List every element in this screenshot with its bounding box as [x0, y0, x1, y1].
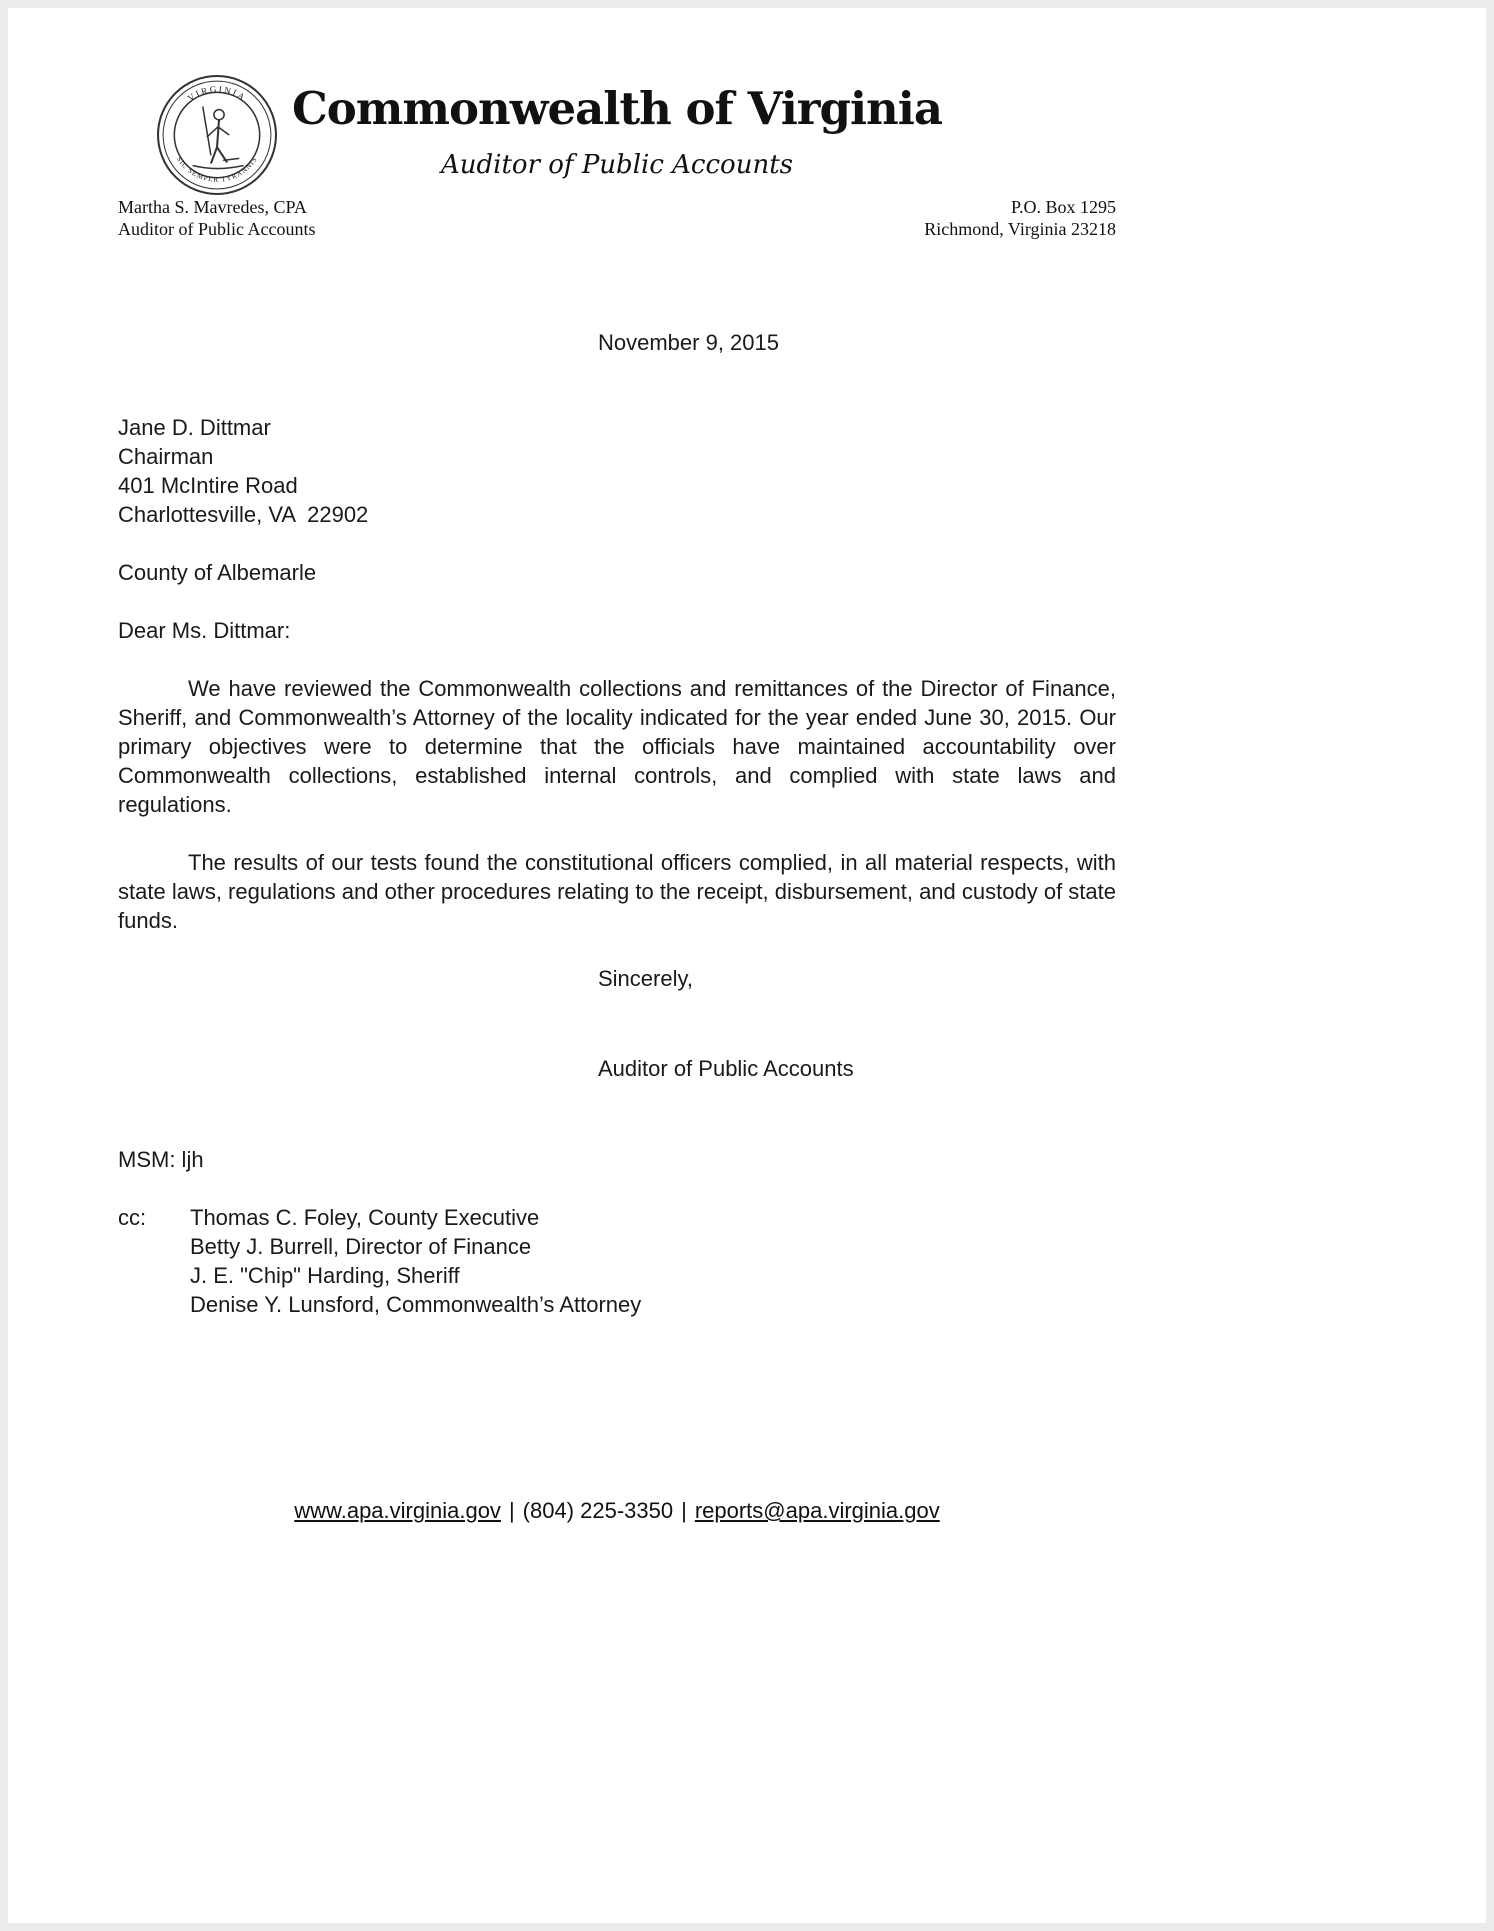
letterhead-contacts: [118, 196, 1116, 240]
cc-item: Denise Y. Lunsford, Commonwealth’s Attorney: [190, 1292, 642, 1317]
letter-page: [8, 8, 1486, 1923]
cc-list: [190, 1203, 641, 1319]
svg-text:VIRGINIA: VIRGINIA: [185, 84, 249, 104]
cc-block: [118, 1203, 1116, 1319]
salutation: Dear Ms. Dittmar:: [118, 618, 291, 643]
cc-item: Thomas C. Foley, County Executive: [190, 1205, 540, 1230]
recipient-address: [118, 413, 1116, 529]
phone-number: (804) 225-3350: [522, 1498, 674, 1523]
footer-separator: |: [508, 1498, 515, 1523]
body-paragraph: We have reviewed the Commonwealth collections and remittances of the Director of Finance, Sheriff, and Commonwealth’s Attorney of the locality indicated for the year ended June 30, 2015. Our primary objectives were to determine that the officials have maintained accountability over Commonwealth collections, established internal controls, and complied with state laws and regulations.: [118, 676, 1116, 817]
recipient-city: Charlottesville, VA 22902: [118, 502, 369, 527]
auditor-name: Martha S. Mavredes, CPA: [118, 197, 307, 217]
recipient-street: 401 McIntire Road: [118, 473, 298, 498]
website-link[interactable]: www.apa.virginia.gov: [294, 1498, 501, 1523]
recipient-title: Chairman: [118, 444, 214, 469]
cc-item: J. E. "Chip" Harding, Sheriff: [190, 1263, 460, 1288]
letterhead: [118, 72, 1116, 240]
letter-date: November 9, 2015: [598, 330, 779, 355]
org-title: Commonwealth of Virginia: [291, 82, 943, 135]
closing: Sincerely,: [598, 966, 693, 991]
cc-item: Betty J. Burrell, Director of Finance: [190, 1234, 532, 1259]
cc-label: cc:: [118, 1205, 147, 1230]
recipient-name: Jane D. Dittmar: [118, 415, 271, 440]
po-box: P.O. Box 1295: [1010, 197, 1116, 217]
locality: County of Albemarle: [118, 560, 317, 585]
virginia-seal-icon: [156, 74, 278, 196]
email-link[interactable]: reports@apa.virginia.gov: [694, 1498, 940, 1523]
signer-title: Auditor of Public Accounts: [598, 1056, 854, 1081]
svg-text:SIC SEMPER TYRANNIS: SIC SEMPER TYRANNIS: [174, 155, 260, 184]
auditor-title: Auditor of Public Accounts: [118, 219, 316, 239]
footer-separator: |: [681, 1498, 687, 1523]
body-paragraph: The results of our tests found the constitutional officers complied, in all material respects, with state laws, regulations and other procedures relating to the receipt, disbursement, and custody of state funds.: [118, 850, 1116, 933]
auditor-name-block: [118, 196, 315, 240]
org-subtitle: Auditor of Public Accounts: [441, 150, 793, 180]
office-address-block: [924, 196, 1116, 240]
page-footer: [118, 1496, 1116, 1525]
reference-initials: MSM: ljh: [118, 1147, 204, 1172]
city-state-zip: Richmond, Virginia 23218: [924, 219, 1116, 239]
